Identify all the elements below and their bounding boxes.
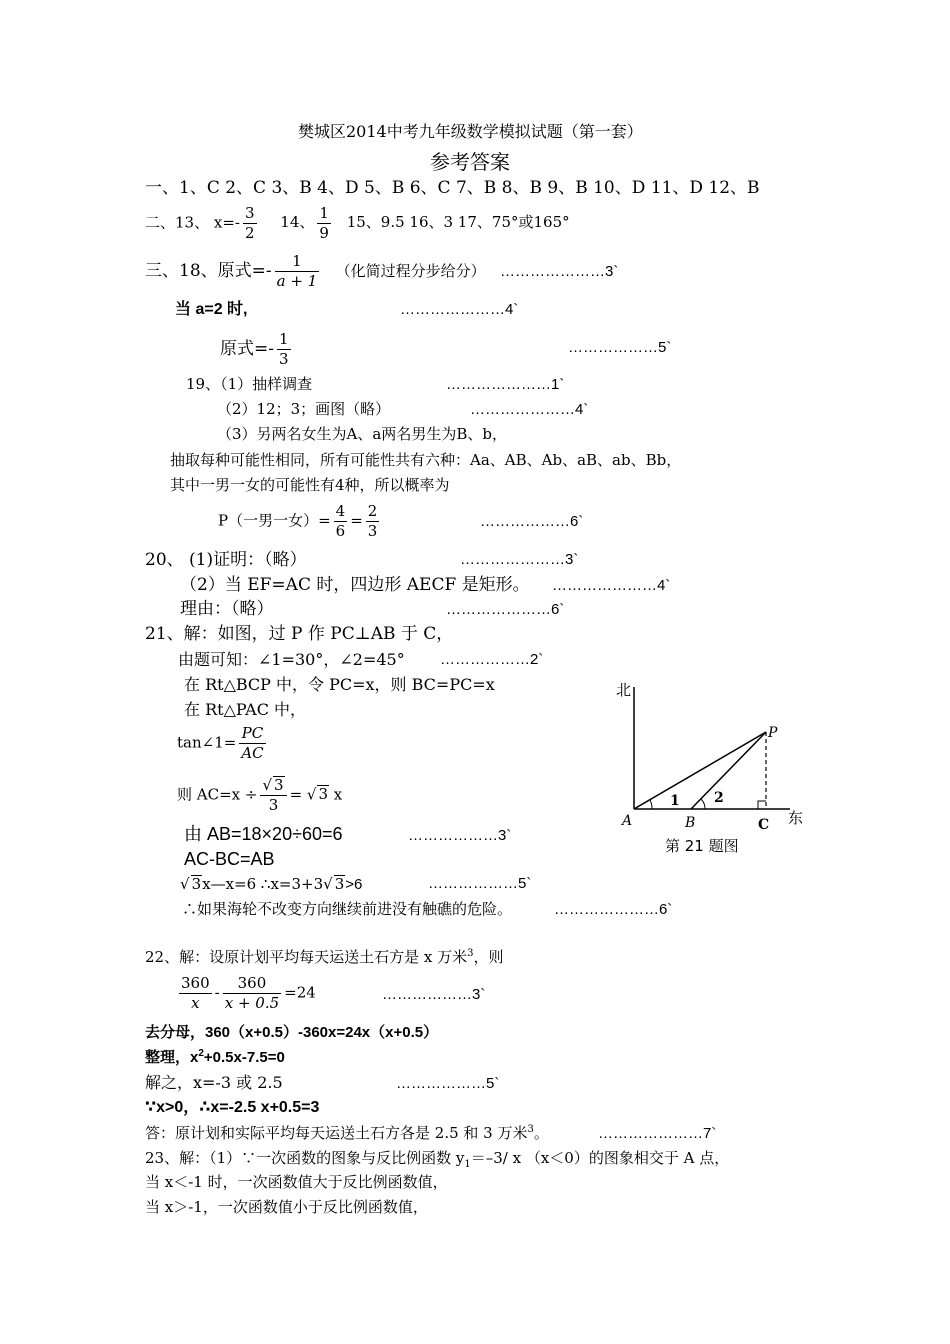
q18-score2: …………………4` bbox=[400, 301, 519, 318]
q20-line1: 20、 (1)证明：（略） bbox=[145, 550, 307, 570]
q22-eq-end: =24 bbox=[284, 983, 316, 1002]
q19-score1: …………………1` bbox=[446, 376, 565, 393]
angle1-label: 1 bbox=[670, 793, 680, 809]
q21-ac-radicand: 3 bbox=[274, 776, 284, 794]
q21-score10: …………………6` bbox=[554, 901, 673, 918]
q21-ac-numerator: √ 3 bbox=[260, 776, 286, 796]
q22-line4-b: +0.5x-7.5=0 bbox=[203, 1049, 285, 1066]
q22-f2-denominator: x + 0.5 bbox=[224, 993, 280, 1012]
q22-line7 bbox=[145, 1126, 549, 1141]
q18-numerator: 1 bbox=[275, 252, 320, 272]
q19-prob-num1: 4 bbox=[335, 502, 346, 520]
q19-line2: （2）12；3；画图（略） bbox=[217, 400, 391, 418]
q14-numerator: 1 bbox=[319, 204, 329, 222]
q23-line1-a: 23、解：（1）∵一次函数的图象与反比例函数 y bbox=[145, 1149, 465, 1167]
q22-f2-numerator: 360 bbox=[223, 974, 281, 994]
q19-line4: 抽取每种可能性相同，所有可能性共有六种：Aa、AB、Ab、aB、ab、Bb， bbox=[170, 451, 682, 469]
east-label: 东 bbox=[788, 809, 804, 827]
q13-fraction bbox=[243, 204, 257, 243]
q13-prefix: 二、13、 x=- bbox=[145, 213, 240, 232]
figure-21-diagram bbox=[608, 675, 808, 865]
q22-minus: - bbox=[214, 983, 220, 1002]
q21-score7: ………………3` bbox=[408, 827, 512, 844]
q20-line3: 理由：（略） bbox=[180, 599, 274, 619]
q19-prob-den1: 6 bbox=[335, 521, 346, 540]
q21-line4: 在 Rt△PAC 中， bbox=[184, 700, 307, 719]
q21-line7: 由 AB=18×20÷60=6 bbox=[184, 824, 343, 844]
q19-prob-num2: 2 bbox=[367, 502, 378, 520]
q22-score5: ………………5` bbox=[396, 1075, 500, 1092]
q18-score3: ………………5` bbox=[568, 339, 672, 356]
q22-f1-numerator: 360 bbox=[181, 974, 210, 992]
q21-line9: √ 3x—x=6 ∴x=3+3√ 3>6 bbox=[180, 875, 363, 893]
q22-line1-sup: 3 bbox=[467, 948, 474, 959]
q22-fraction1 bbox=[179, 974, 212, 1013]
point-p-label: P bbox=[768, 725, 778, 741]
q21-line9-a: x—x=6 ∴x=3+3 bbox=[202, 875, 324, 893]
q18-line2: 当 a=2 时, bbox=[175, 301, 248, 318]
angle2-arc bbox=[701, 799, 705, 809]
q18-note: （化简过程分步给分） bbox=[335, 261, 486, 280]
q23-line2: 当 x＜-1 时，一次函数值大于反比例函数值， bbox=[145, 1173, 448, 1191]
point-b-label: B bbox=[685, 815, 696, 831]
q22-score1: ………………3` bbox=[382, 986, 486, 1003]
line-ap bbox=[634, 732, 766, 809]
q21-line10: ∴如果海轮不改变方向继续前进没有触礁的危险。 bbox=[182, 900, 513, 918]
q18-fraction bbox=[275, 252, 320, 291]
q19-prob-den2: 3 bbox=[367, 521, 378, 540]
q22-line1 bbox=[145, 950, 503, 965]
q15-17-answers: 15、9.5 16、3 17、75°或165° bbox=[346, 213, 570, 232]
q21-ac-denominator: 3 bbox=[268, 795, 279, 814]
q21-line8: AC-BC=AB bbox=[184, 849, 275, 869]
right-angle-mark bbox=[758, 801, 766, 809]
q21-ac-eq: = bbox=[289, 785, 303, 804]
point-a-label: A bbox=[622, 813, 633, 829]
q21-ac-line: 则 AC=x ÷ $\frac{√ 3}{3}$ = √ 3 x bbox=[177, 776, 343, 814]
q21-line1: 21、解：如图，过 P 作 PC⊥AB 于 C， bbox=[145, 624, 454, 644]
q19-prob-fraction1 bbox=[334, 502, 348, 541]
q23-line1 bbox=[145, 1149, 730, 1170]
point-c-label: C bbox=[758, 817, 770, 833]
document-title: 樊城区2014中考九年级数学模拟试题（第一套） bbox=[298, 122, 643, 141]
q22-line3: 去分母，360（x+0.5）-360x=24x（x+0.5） bbox=[145, 1024, 439, 1041]
q18-score1: …………………3` bbox=[500, 263, 619, 280]
q22-line7-end: 。 bbox=[533, 1124, 549, 1142]
q23-line3: 当 x＞-1，一次函数值小于反比例函数值， bbox=[145, 1198, 428, 1216]
q19-line1: 19、（1）抽样调查 bbox=[186, 375, 313, 393]
q21-tan-fraction bbox=[239, 724, 265, 763]
q23-line1-b: ＝–3/ x （x＜0）的图象相交于 A 点， bbox=[470, 1149, 730, 1167]
q21-score2: ………………2` bbox=[440, 651, 544, 668]
q22-line4-a: 整理，x bbox=[145, 1049, 199, 1066]
q18-result-denominator: 3 bbox=[279, 349, 289, 368]
q22-line5: 解之，x=-3 或 2.5 bbox=[145, 1073, 283, 1092]
q22-line1-text: 22、解：设原计划平均每天运送土石方是 x 万米 bbox=[145, 948, 468, 966]
q22-line4 bbox=[145, 1050, 285, 1065]
q22-equation bbox=[176, 974, 316, 1013]
q20-score1: …………………3` bbox=[460, 551, 579, 568]
line-bp bbox=[691, 732, 766, 809]
q22-f1-denominator: x bbox=[191, 993, 200, 1012]
q21-ac-fraction bbox=[260, 776, 286, 815]
q18-result-prefix: 原式=- bbox=[220, 338, 274, 359]
angle1-arc bbox=[650, 800, 652, 809]
q22-line7-text: 答：原计划和实际平均每天运送土石方各是 2.5 和 3 万米 bbox=[145, 1124, 528, 1142]
q18-result-fraction bbox=[277, 330, 291, 369]
q22-line1-end: ，则 bbox=[473, 948, 504, 966]
north-label: 北 bbox=[616, 681, 632, 699]
q21-tan-line bbox=[177, 724, 269, 763]
q23-line1-sub: 1 bbox=[464, 1159, 471, 1170]
q14-fraction bbox=[317, 204, 331, 243]
q20-score3: …………………6` bbox=[446, 601, 565, 618]
q20-line2: （2）当 EF=AC 时，四边形 AECF 是矩形。 bbox=[180, 575, 530, 595]
q14-prefix: 14、 bbox=[280, 213, 315, 232]
angle2-label: 2 bbox=[714, 790, 724, 806]
q21-line3: 在 Rt△BCP 中，令 PC=x，则 BC=PC=x bbox=[184, 675, 495, 694]
q22-line7-sup: 3 bbox=[527, 1124, 534, 1135]
q22-score7: …………………7` bbox=[598, 1125, 717, 1142]
q21-line2: 由题可知：∠1=30°，∠2=45° bbox=[178, 650, 405, 669]
q18-prefix: 三、18、原式=- bbox=[145, 260, 272, 281]
q21-tan-denominator: AC bbox=[241, 743, 264, 762]
q19-probability bbox=[218, 502, 382, 541]
q21-ac-suffix: x bbox=[333, 785, 343, 804]
q21-score9: ………………5` bbox=[428, 875, 532, 892]
q19-line3: （3）另两名女生为A、a两名男生为B、b， bbox=[217, 425, 507, 443]
q21-line9-rad1: 3 bbox=[191, 875, 202, 893]
figure-caption: 第 21 题图 bbox=[665, 837, 739, 855]
q21-ac-rad: 3 bbox=[318, 785, 329, 804]
q22-line6: ∵x>0，∴x=-2.5 x+0.5=3 bbox=[145, 1099, 320, 1116]
q13-numerator: 3 bbox=[244, 204, 255, 222]
q19-prob-prefix: P（一男一女）= bbox=[218, 511, 331, 530]
q14-denominator: 9 bbox=[319, 223, 329, 242]
q21-line9-rad2: 3 bbox=[334, 875, 345, 893]
multiple-choice-answers: 一、1、C 2、C 3、B 4、D 5、B 6、C 7、B 8、B 9、B 10、D 11、D 12、B bbox=[145, 178, 760, 198]
q21-ac-prefix: 则 AC=x ÷ bbox=[177, 785, 258, 804]
q20-score2: …………………4` bbox=[552, 577, 671, 594]
q18-line1 bbox=[145, 252, 486, 291]
q19-score2: …………………4` bbox=[470, 401, 589, 418]
q19-score3: ………………6` bbox=[480, 513, 584, 530]
q18-result-numerator: 1 bbox=[279, 330, 289, 348]
q13-denominator: 2 bbox=[244, 223, 255, 242]
q19-prob-eq: = bbox=[350, 511, 363, 530]
q21-tan-numerator: PC bbox=[239, 724, 265, 744]
q19-prob-fraction2 bbox=[366, 502, 380, 541]
q18-line3 bbox=[220, 330, 294, 369]
q22-fraction2 bbox=[223, 974, 281, 1013]
document-subtitle: 参考答案 bbox=[430, 150, 510, 174]
q22-line4-sup: 2 bbox=[198, 1048, 204, 1059]
q18-denominator: a + 1 bbox=[276, 271, 318, 290]
q21-line9-b: >6 bbox=[345, 876, 363, 893]
q19-line5: 其中一男一女的可能性有4种，所以概率为 bbox=[170, 476, 450, 494]
q21-tan-prefix: tan∠1= bbox=[177, 733, 237, 752]
fill-in-answers bbox=[145, 204, 570, 243]
